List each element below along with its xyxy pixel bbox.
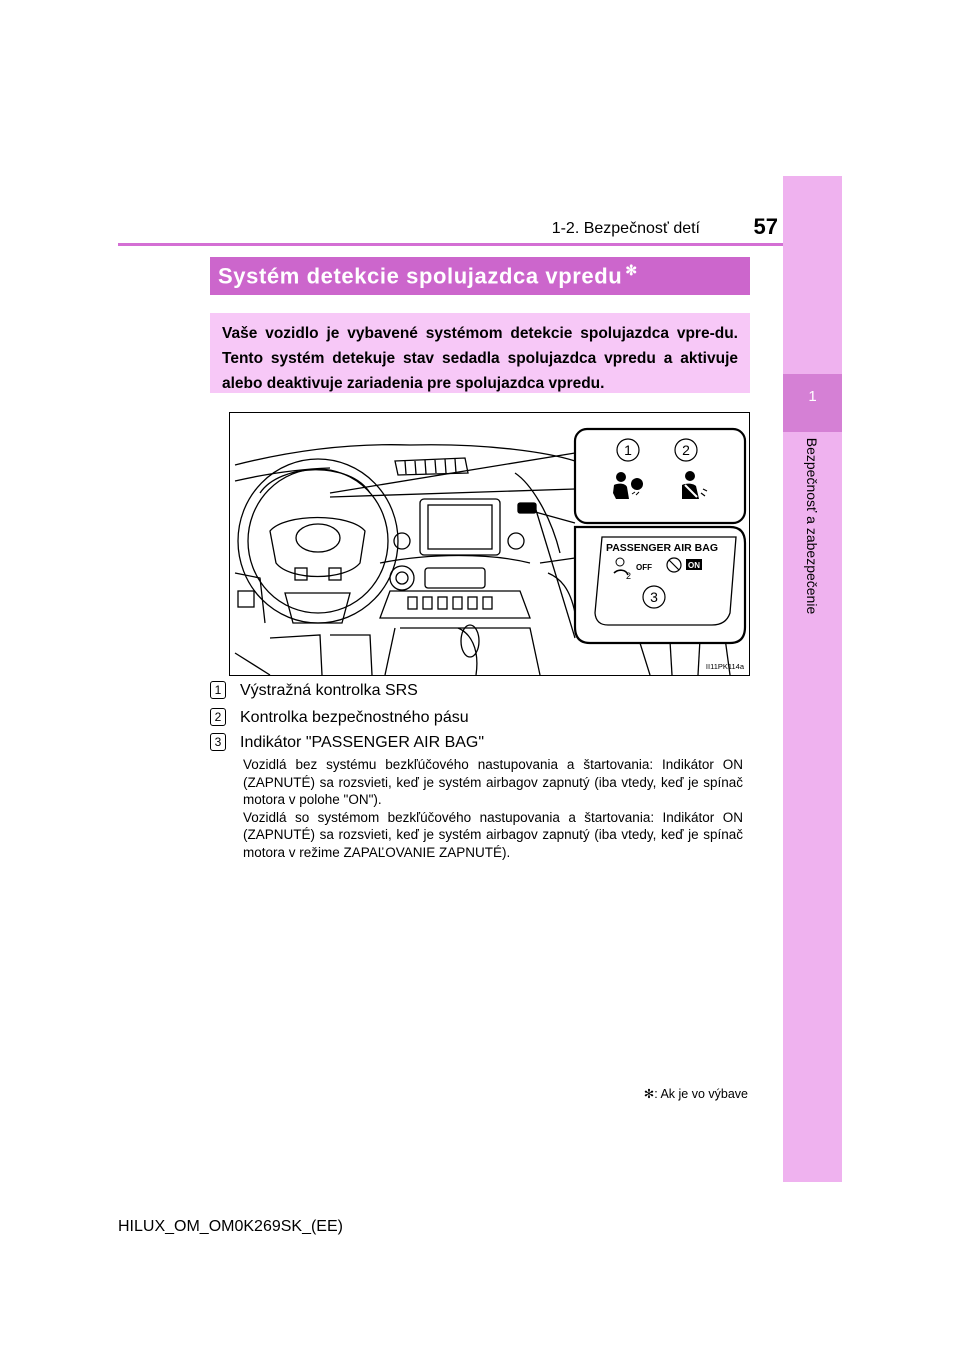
footnote-text: : Ak je vo výbave	[654, 1087, 748, 1101]
image-code: II11PK114a	[705, 662, 744, 671]
legend-text: Kontrolka bezpečnostného pásu	[240, 709, 469, 726]
dashboard-drawing	[230, 413, 749, 675]
legend-number: 2	[210, 708, 226, 726]
indicator-note	[243, 756, 743, 861]
legend-number: 3	[210, 733, 226, 751]
footnote	[540, 1086, 748, 1101]
page-number: 57	[753, 214, 778, 239]
passenger-airbag-label: PASSENGER AIR BAG	[605, 542, 719, 554]
section-title-text: Systém detekcie spolujazdca vpredu	[218, 263, 623, 289]
callout-2: 2	[682, 442, 690, 458]
dashboard-illustration	[229, 412, 750, 676]
note-without-smart-key: Vozidlá bez systému bezkľúčového nastupovania a štartovania: Indikátor ON (ZAPNUTÉ) sa rozsvieti, keď je systém airbagov zapnutý (iba vtedy, keď je spínač motora v polohe "ON").	[243, 757, 743, 807]
legend-text: Indikátor "PASSENGER AIR BAG"	[240, 734, 485, 751]
footnote-mark: ✻	[643, 1087, 655, 1101]
section-title	[218, 262, 638, 289]
off-label: OFF	[636, 563, 652, 572]
chapter-number: 1	[808, 388, 817, 405]
section-reference: 1-2. Bezpečnosť detí	[551, 220, 700, 237]
callout-1: 1	[624, 442, 632, 458]
header-rule	[118, 243, 783, 246]
optional-equipment-mark: ✻	[625, 262, 638, 278]
chapter-title: Bezpečnosť a zabezpečenie	[804, 437, 820, 615]
legend-text: Výstražná kontrolka SRS	[240, 682, 418, 699]
legend-number: 1	[210, 681, 226, 699]
legend-item-1	[210, 681, 418, 700]
legend-item-2	[210, 708, 469, 727]
document-id: HILUX_OM_OM0K269SK_(EE)	[118, 1218, 343, 1235]
chapter-side-tab	[783, 176, 842, 1182]
note-with-smart-key: Vozidlá so systémom bezkľúčového nastupovania a štartovania: Indikátor ON (ZAPNUTÉ) sa rozsvieti, keď je systém airbagov zapnutý (iba vtedy, keď je spínač motora v režime ZAPAĽOVANIE ZAPNUTÉ).	[243, 809, 743, 860]
intro-box: Vaše vozidlo je vybavené systémom detekcie spolujazdca vpre-du. Tento systém detekuje stav sedadla spolujazdca vpredu a aktivuje alebo deaktivuje zariadenia pre spolujazdca vpredu.	[210, 313, 750, 393]
callout-3: 3	[650, 589, 658, 605]
legend-item-3	[210, 733, 484, 752]
svg-text:2: 2	[626, 571, 632, 581]
on-label: ON	[688, 561, 700, 570]
